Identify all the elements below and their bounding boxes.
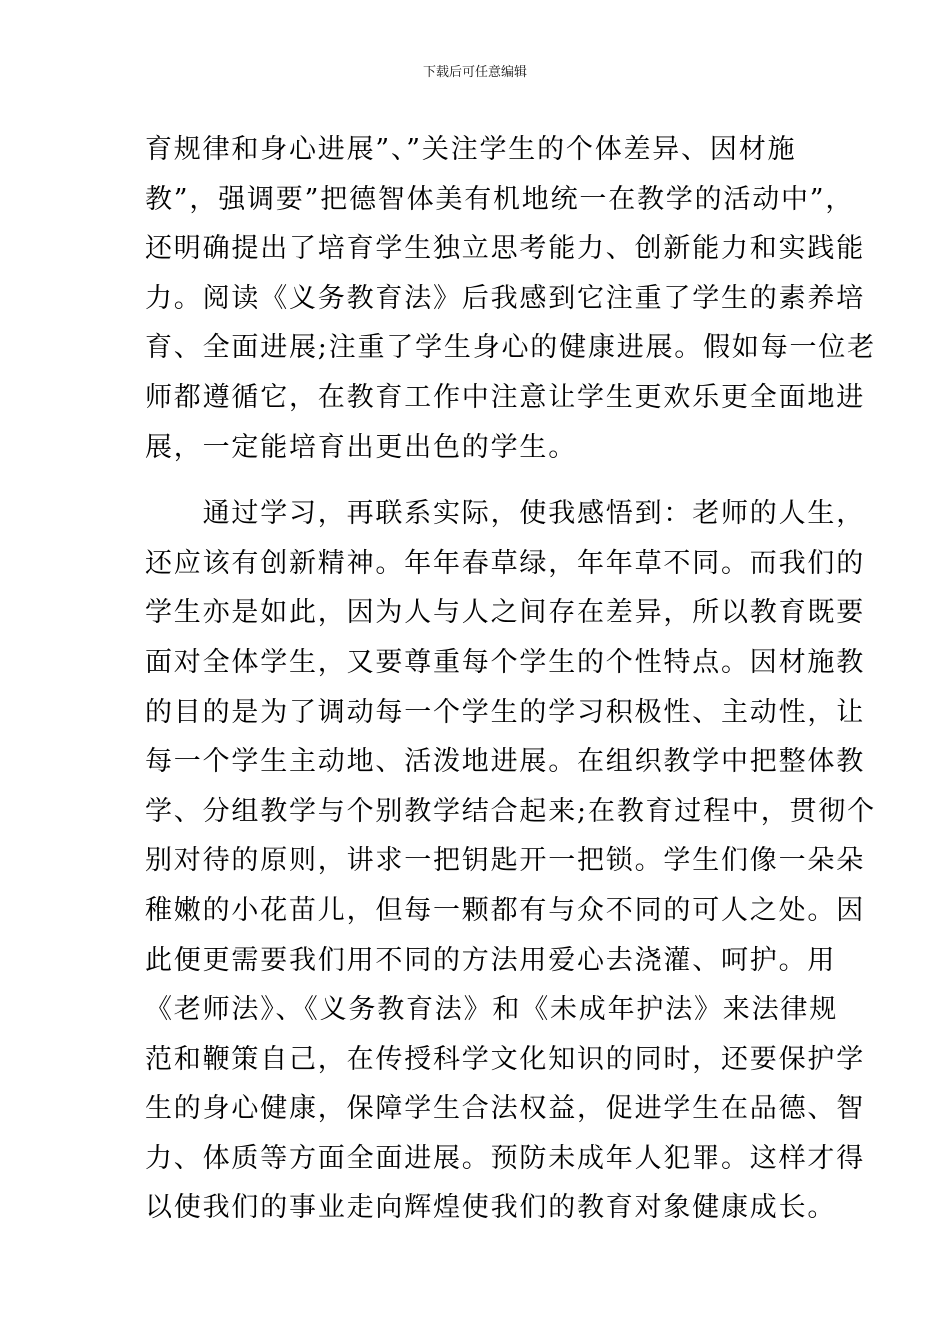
text-line: 范和鞭策自己，在传授科学文化知识的同时，还要保护学: [145, 1043, 865, 1075]
text-line: 师都遵循它，在教育工作中注意让学生更欢乐更全面地进: [145, 381, 865, 413]
page-header: 下载后可任意编辑: [422, 65, 527, 80]
paragraph-1: [145, 125, 876, 472]
text-line: 别对待的原则，讲求一把钥匙开一把锁。学生们像一朵朵: [145, 845, 865, 877]
text-line: 生的身心健康，保障学生合法权益，促进学生在品德、智: [145, 1093, 865, 1125]
text-line: 教”，强调要”把德智体美有机地统一在教学的活动中”，: [145, 183, 855, 215]
text-line: 面对全体学生，又要尊重每个学生的个性特点。因材施教: [145, 646, 865, 678]
text-line: 育、全面进展;注重了学生身心的健康进展。假如每一位老: [145, 332, 876, 364]
text-line: 此便更需要我们用不同的方法用爱心去浇灌、呵护。用: [145, 944, 837, 976]
document-body: [145, 125, 876, 1233]
text-line: 力。阅读《义务教育法》后我感到它注重了学生的素养培: [145, 282, 865, 314]
text-line: 《老师法》、《义务教育法》和《未成年护法》来法律规: [145, 994, 838, 1026]
paragraph-2: [145, 489, 876, 1233]
text-line: 以使我们的事业走向辉煌使我们的教育对象健康成长。: [145, 1192, 837, 1224]
text-line: 展，一定能培育出更出色的学生。: [145, 431, 577, 463]
text-line: 每一个学生主动地、活泼地进展。在组织教学中把整体教: [145, 746, 865, 778]
text-line: 的目的是为了调动每一个学生的学习积极性、主动性，让: [145, 696, 865, 728]
text-line: 育规律和身心进展”、”关注学生的个体差异、因材施: [145, 134, 797, 165]
text-line: 力、体质等方面全面进展。预防未成年人犯罪。这样才得: [145, 1142, 865, 1174]
text-line: 稚嫩的小花苗儿，但每一颗都有与众不同的可人之处。因: [145, 894, 865, 926]
text-line: 还应该有创新精神。年年春草绿，年年草不同。而我们的: [145, 547, 865, 579]
text-line: 学生亦是如此，因为人与人之间存在差异，所以教育既要: [145, 597, 865, 629]
paragraph-gap: [145, 472, 825, 489]
text-line: 通过学习，再联系实际，使我感悟到：老师的人生，: [145, 498, 865, 530]
text-line: 还明确提出了培育学生独立思考能力、创新能力和实践能: [145, 233, 865, 265]
text-line: 学、分组教学与个别教学结合起来;在教育过程中，贯彻个: [145, 795, 876, 827]
